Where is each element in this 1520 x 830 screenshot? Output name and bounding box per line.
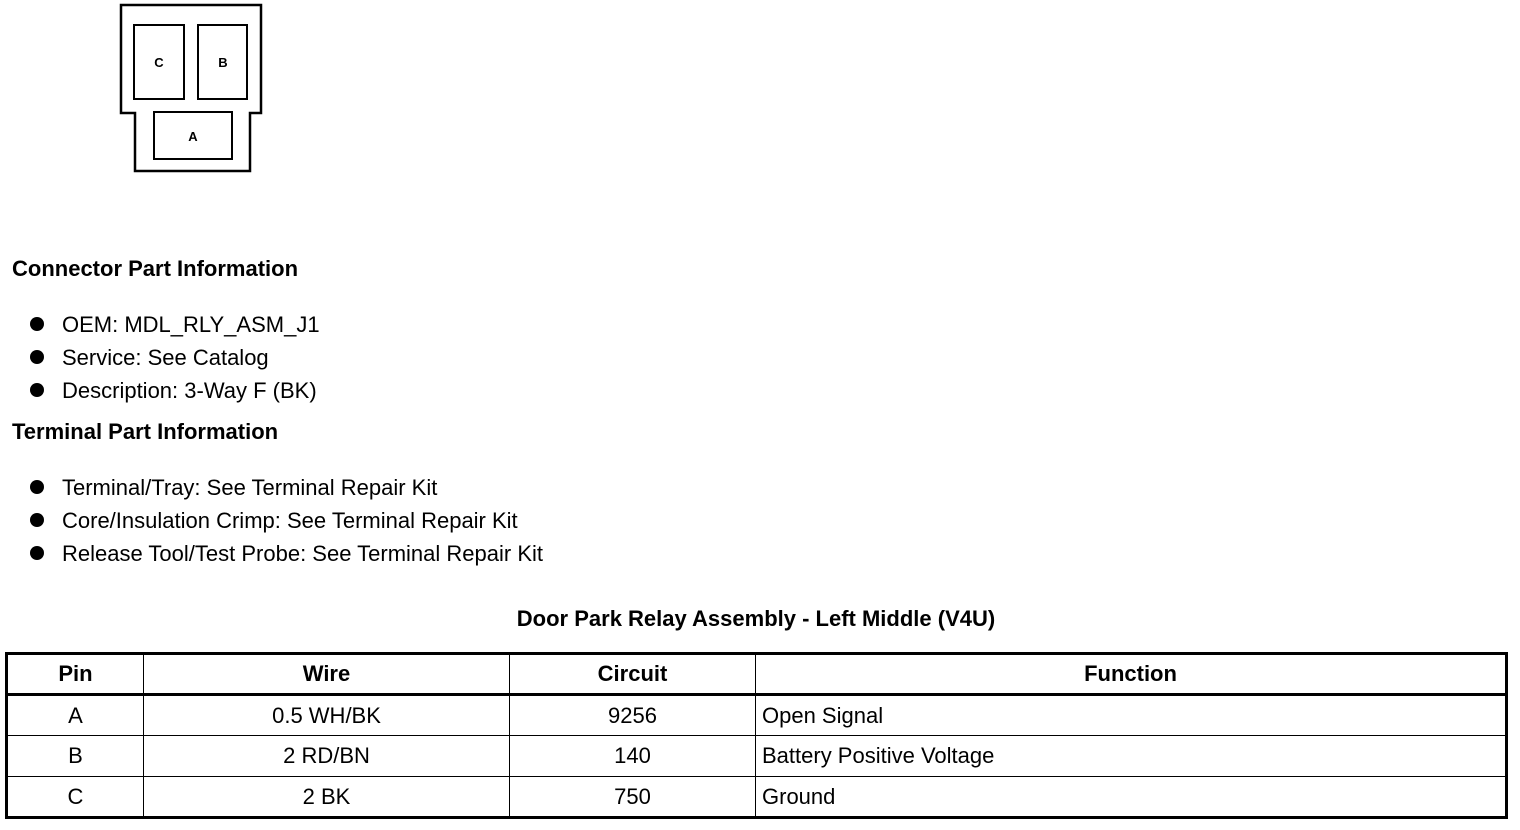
- list-item: [30, 537, 543, 570]
- bullet-icon: [30, 513, 44, 527]
- header-wire: Wire: [144, 654, 510, 695]
- terminal-tray: Terminal/Tray: See Terminal Repair Kit: [62, 475, 438, 500]
- list-item: [30, 341, 320, 374]
- list-item: [30, 308, 320, 341]
- connector-description: Description: 3-Way F (BK): [62, 378, 317, 403]
- connector-oem: OEM: MDL_RLY_ASM_J1: [62, 312, 320, 337]
- cell-function: Open Signal: [756, 695, 1507, 736]
- list-item: [30, 471, 543, 504]
- connector-service: Service: See Catalog: [62, 345, 269, 370]
- terminal-release-tool: Release Tool/Test Probe: See Terminal Repair Kit: [62, 541, 543, 566]
- bullet-icon: [30, 317, 44, 331]
- bullet-icon: [30, 350, 44, 364]
- cell-wire: 2 BK: [144, 777, 510, 818]
- pin-label-c: C: [154, 55, 164, 70]
- cell-pin: A: [7, 695, 144, 736]
- header-pin: Pin: [7, 654, 144, 695]
- connector-face-diagram: [118, 3, 268, 175]
- bullet-icon: [30, 546, 44, 560]
- pin-table: [5, 652, 1508, 819]
- terminal-info-heading: Terminal Part Information: [12, 419, 279, 444]
- list-item: [30, 374, 320, 407]
- header-circuit: Circuit: [510, 654, 756, 695]
- pin-label-b: B: [218, 55, 228, 70]
- cell-wire: 0.5 WH/BK: [144, 695, 510, 736]
- cell-circuit: 9256: [510, 695, 756, 736]
- table-row: [7, 777, 1507, 818]
- cell-pin: B: [7, 736, 144, 777]
- table-row: [7, 736, 1507, 777]
- bullet-icon: [30, 480, 44, 494]
- terminal-crimp: Core/Insulation Crimp: See Terminal Repair Kit: [62, 508, 518, 533]
- connector-info-list: [30, 308, 320, 407]
- table-title: Door Park Relay Assembly - Left Middle (V4U): [516, 606, 996, 631]
- cell-function: Ground: [756, 777, 1507, 818]
- table-header-row: [7, 654, 1507, 695]
- terminal-info-list: [30, 471, 543, 570]
- cell-function: Battery Positive Voltage: [756, 736, 1507, 777]
- cell-circuit: 750: [510, 777, 756, 818]
- bullet-icon: [30, 383, 44, 397]
- table-row: [7, 695, 1507, 736]
- cell-pin: C: [7, 777, 144, 818]
- cell-wire: 2 RD/BN: [144, 736, 510, 777]
- list-item: [30, 504, 543, 537]
- pin-label-a: A: [188, 129, 198, 144]
- cell-circuit: 140: [510, 736, 756, 777]
- connector-info-heading: Connector Part Information: [12, 256, 299, 281]
- header-function: Function: [756, 654, 1507, 695]
